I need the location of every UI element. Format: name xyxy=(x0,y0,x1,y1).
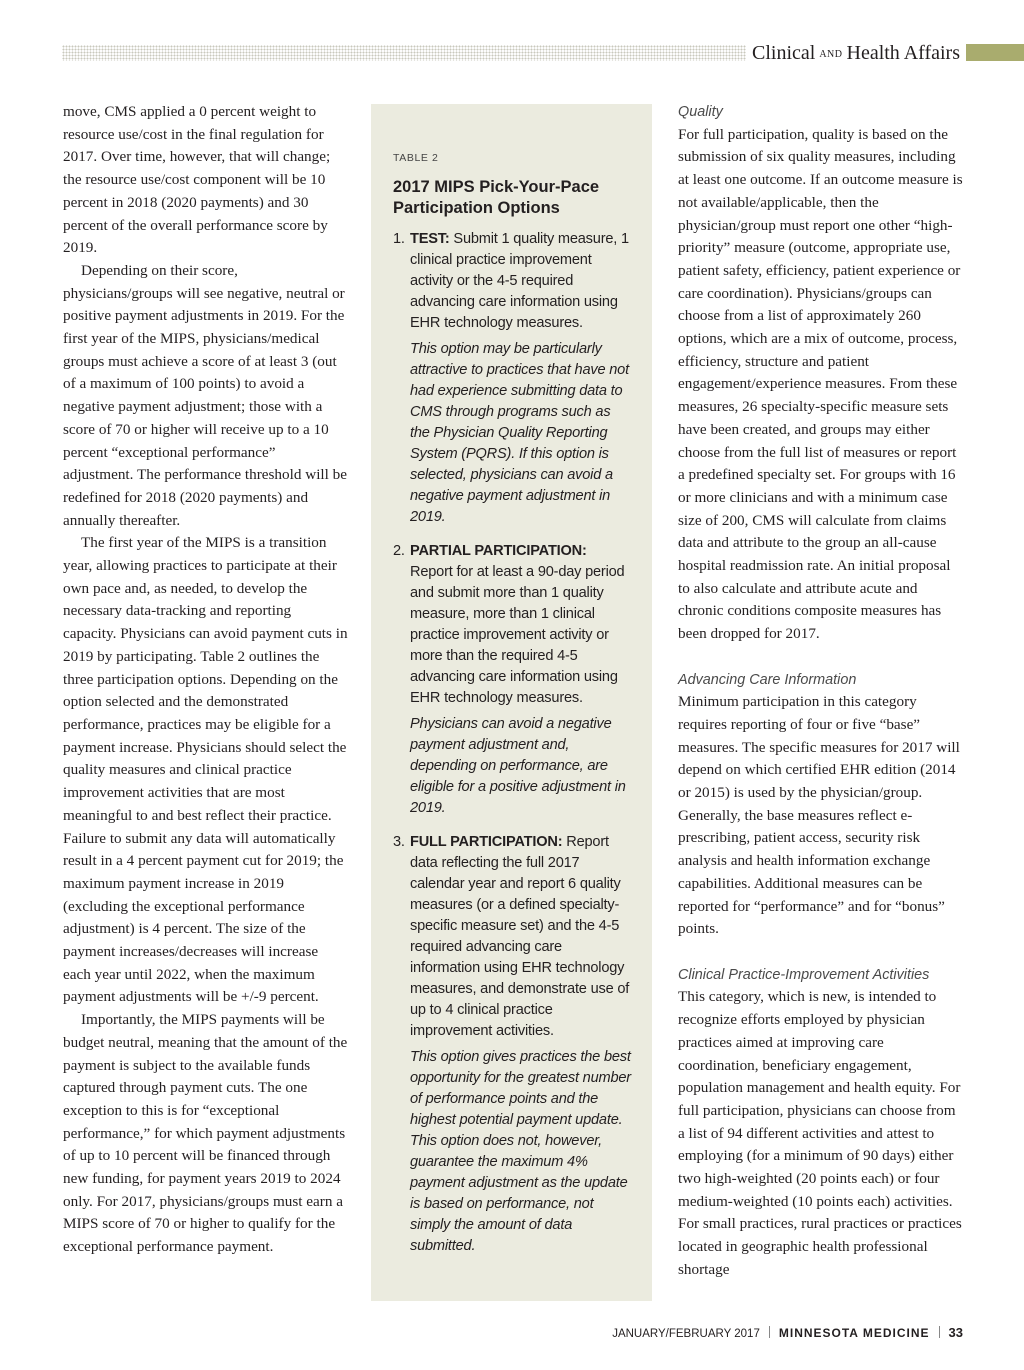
option-number: 3. xyxy=(393,834,405,850)
left-column xyxy=(63,101,348,1259)
option-description xyxy=(410,832,632,1042)
option-description xyxy=(410,229,632,334)
header-accent-bar xyxy=(966,44,1024,61)
option-text: Submit 1 quality measure, 1 clinical practice improvement activity or the 4-5 required advancing care information using EHR technology measures. xyxy=(410,231,629,331)
body-paragraph: Importantly, the MIPS payments will be budget neutral, meaning that the amount of the payment is subject to the available funds captured through payment cuts. The one exception to this is for “exceptional performance,” for which payment adjustments of up to 10 percent will be financed through new funding, for payment years 2019 to 2024 only. For 2017, physicians/groups must earn a MIPS score of 70 or higher to qualify for the exceptional performance payment. xyxy=(63,1011,348,1256)
publication-name: MINNESOTA MEDICINE xyxy=(778,1326,930,1340)
section-header xyxy=(752,40,960,66)
option-heading: FULL PARTICIPATION: xyxy=(410,834,563,850)
section-title-health-affairs: Health Affairs xyxy=(846,42,960,64)
body-paragraph: move, CMS applied a 0 percent weight to resource use/cost in the final regulation for 2017. Over time, however, that will change; the resource use/cost component will be 10 percent in 2018 (2020 payments) and 30 percent of the overall performance score by 2019. xyxy=(63,103,331,257)
option-item-test xyxy=(393,229,632,528)
right-column xyxy=(678,101,963,1282)
page-footer xyxy=(612,1323,963,1343)
option-text: Report data reflecting the full 2017 calendar year and report 6 quality measures (or a defined specialty-specific measure set) and the 4-5 required advancing care information using EHR technology measures, and demonstrate use of up to 4 clinical practice improvement activities. xyxy=(410,834,630,1039)
body-paragraph: This category, which is new, is intended to recognize efforts employed by physician practices aimed at improving care coordination, beneficiary engagement, population management and health equity. For full participation, physicians can choose from a list of 94 different activities and attest to employing (for a minimum of 90 days) either two high-weighted (20 points each) or four medium-weighted (10 points each) activities. For small practices, rural practices or practices located in geographic health professional shortage xyxy=(678,988,962,1278)
footer-divider xyxy=(769,1326,770,1338)
option-note: Physicians can avoid a negative payment adjustment and, depending on performance, are eligible for a positive adjustment in 2019. xyxy=(410,716,626,816)
subheading-advancing-care-information: Advancing Care Information xyxy=(678,671,857,688)
option-heading: PARTIAL PARTICIPATION: xyxy=(410,543,587,559)
option-note: This option may be particularly attractive to practices that have not had experience submitting data to CMS through programs such as the Physician Quality Reporting System (PQRS). If this option is selected, physicians can avoid a negative payment adjustment in 2019. xyxy=(410,341,629,525)
body-paragraph: For full participation, quality is based on the submission of six quality measures, including at least one outcome. If an outcome measure is not available/applicable, then the physician/group must report one other “high-priority” measure (outcome, appropriate use, patient safety, efficiency, patient experience or care coordination). Physicians/groups can choose from a list of approximately 260 options, which are a mix of outcome, process, efficiency, structure and patient engagement/experience measures. From these measures, 26 specialty-specific measure sets have been created, and groups may either choose from the full list of measures or report a predefined specialty set. For groups with 16 or more clinicians and with a minimum case size of 200, CMS will calculate from claims data and attribute to the group an all-cause hospital readmission rate. An initial proposal to also calculate and attribute acute and chronic conditions composite measures has been dropped for 2017. xyxy=(678,125,963,643)
page-number: 33 xyxy=(948,1325,963,1340)
subheading-quality: Quality xyxy=(678,104,723,120)
option-text: Report for at least a 90-day period and submit more than 1 quality measure, more than 1 clinical practice improvement activity or more than the required 4-5 advancing care information using EHR technology measures. xyxy=(410,564,625,706)
issue-date: JANUARY/FEBRUARY 2017 xyxy=(612,1328,760,1340)
table-label: TABLE 2 xyxy=(393,152,439,164)
body-paragraph: Minimum participation in this category requires reporting of four or five “base” measures. The specific measures for 2017 will depend on which certified EHR edition (2014 or 2015) is used by the physician/group. Generally, the base measures reflect e-prescribing, patient access, security risk analysis and health information exchange capabilities. Additional measures can be reported for “performance” and for “bonus” points. xyxy=(678,693,960,938)
table-title: 2017 MIPS Pick-Your-Pace Participation Options xyxy=(393,178,600,217)
subheading-clinical-practice-improvement: Clinical Practice-Improvement Activities xyxy=(678,966,930,983)
option-item-partial-participation xyxy=(393,541,632,819)
option-note: This option gives practices the best opportunity for the greatest number of performance points and the highest potential payment update. This option does not, however, guarantee the maximum 4% payment adjustment as the update is based on performance, not simply the amount of data submitted. xyxy=(410,1049,631,1254)
option-number: 2. xyxy=(393,543,405,559)
option-description xyxy=(410,541,632,709)
header-dot-pattern xyxy=(62,45,746,61)
body-paragraph: Depending on their score, physicians/groups will see negative, neutral or positive payment adjustments in 2019. For the first year of the MIPS, physicians/medical groups must achieve a score of at least 3 (out of a maximum of 100 points) to avoid a negative payment adjustment; those with a score of 70 or higher will receive up to a 10 percent “exceptional performance” adjustment. The performance threshold will be redefined for 2018 (2020 payments) and annually thereafter. xyxy=(63,261,347,529)
section-title-clinical: Clinical xyxy=(752,42,816,64)
section-spacer xyxy=(678,941,963,964)
option-item-full-participation xyxy=(393,832,632,1257)
section-title-and: AND xyxy=(819,49,843,60)
section-spacer xyxy=(678,646,963,669)
option-number: 1. xyxy=(393,231,405,247)
footer-divider xyxy=(939,1326,940,1338)
table-2-sidebar xyxy=(371,104,652,1301)
body-paragraph: The first year of the MIPS is a transition year, allowing practices to participate at their own pace and, as needed, to develop the necessary data-tracking and reporting capacity. Physicians can avoid payment cuts in 2019 by participating. Table 2 outlines the three participation options. Depending on the option selected and the demonstrated performance, practices may be eligible for a payment increase. Physicians should select the quality measures and clinical practice improvement activities that are most meaningful to and best reflect their practice. Failure to submit any data will automatically result in a 4 percent payment cut for 2019; the maximum payment increase in 2019 (excluding the exceptional performance adjustment) is 4 percent. The size of the payment increases/decreases will increase each year until 2022, when the maximum payment adjustments will be +/-9 percent. xyxy=(63,534,348,1006)
option-heading: TEST: xyxy=(410,231,450,247)
